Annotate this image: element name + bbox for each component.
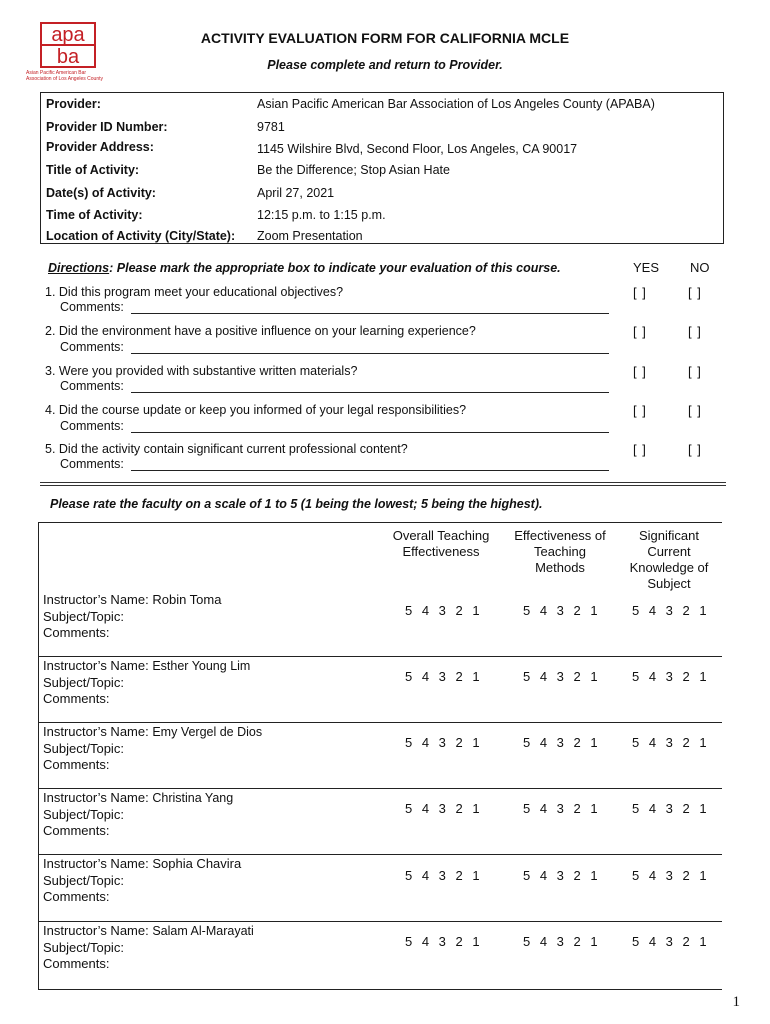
rating-overall[interactable]: 5 4 3 2 1 bbox=[405, 868, 480, 883]
comments-label: Comments: bbox=[43, 889, 110, 904]
question-4-comments-label: Comments: bbox=[60, 419, 124, 433]
activity-location-label: Location of Activity (City/State): bbox=[46, 229, 236, 243]
question-1: 1. Did this program meet your educational objectives? bbox=[45, 285, 344, 299]
activity-time-label: Time of Activity: bbox=[46, 208, 143, 222]
question-4-comments-line[interactable] bbox=[131, 432, 609, 433]
question-5-yes-checkbox[interactable]: [ ] bbox=[633, 442, 647, 457]
yes-header: YES bbox=[633, 260, 660, 275]
comments-label: Comments: bbox=[43, 691, 110, 706]
question-2-yes-checkbox[interactable]: [ ] bbox=[633, 324, 647, 339]
instructor-name-label: Instructor’s Name: bbox=[43, 724, 153, 739]
instructor-name: Christina Yang bbox=[152, 791, 234, 805]
form-subtitle: Please complete and return to Provider. bbox=[267, 58, 503, 72]
provider-id-label: Provider ID Number: bbox=[46, 120, 168, 134]
question-2-comments-label: Comments: bbox=[60, 340, 124, 354]
activity-title-value: Be the Difference; Stop Asian Hate bbox=[257, 163, 450, 177]
instructor-entry bbox=[43, 923, 254, 973]
question-3-comments-line[interactable] bbox=[131, 392, 609, 393]
rating-methods[interactable]: 5 4 3 2 1 bbox=[523, 801, 598, 816]
logo-text-top: apa bbox=[51, 24, 85, 46]
instructor-entry bbox=[43, 592, 221, 642]
column-header-line: Knowledge of bbox=[629, 560, 709, 575]
subject-topic-label: Subject/Topic: bbox=[43, 806, 124, 822]
row-divider bbox=[38, 722, 722, 723]
provider-address-label: Provider Address: bbox=[46, 140, 154, 154]
comments-label: Comments: bbox=[43, 823, 110, 838]
question-5: 5. Did the activity contain significant current professional content? bbox=[45, 442, 408, 456]
subject-topic-label: Subject/Topic: bbox=[43, 939, 124, 955]
rating-overall[interactable]: 5 4 3 2 1 bbox=[405, 735, 480, 750]
no-header: NO bbox=[690, 260, 710, 275]
subject-topic-label: Subject/Topic: bbox=[43, 674, 124, 690]
instructor-name-label: Instructor’s Name: bbox=[43, 923, 153, 938]
instructor-name-label: Instructor’s Name: bbox=[43, 790, 153, 805]
comments-label: Comments: bbox=[43, 625, 110, 640]
rating-knowledge[interactable]: 5 4 3 2 1 bbox=[632, 934, 707, 949]
rating-methods[interactable]: 5 4 3 2 1 bbox=[523, 868, 598, 883]
faculty-rating-heading: Please rate the faculty on a scale of 1 to 5 (1 being the lowest; 5 being the highest). bbox=[50, 497, 543, 511]
logo-text-bottom: ba bbox=[56, 46, 80, 68]
row-divider bbox=[38, 788, 722, 789]
provider-address-value: 1145 Wilshire Blvd, Second Floor, Los Angeles, CA 90017 bbox=[257, 142, 578, 156]
activity-location-value: Zoom Presentation bbox=[257, 229, 363, 243]
activity-date-label: Date(s) of Activity: bbox=[46, 186, 156, 200]
subject-topic-label: Subject/Topic: bbox=[43, 872, 124, 888]
question-1-comments-line[interactable] bbox=[131, 313, 609, 314]
instructor-name-label: Instructor’s Name: bbox=[43, 592, 153, 607]
activity-date-value: April 27, 2021 bbox=[257, 186, 335, 200]
activity-title-label: Title of Activity: bbox=[46, 163, 140, 177]
rating-knowledge[interactable]: 5 4 3 2 1 bbox=[632, 603, 707, 618]
question-3-yes-checkbox[interactable]: [ ] bbox=[633, 364, 647, 379]
question-5-comments-line[interactable] bbox=[131, 470, 609, 471]
comments-label: Comments: bbox=[43, 757, 110, 772]
logo-tagline: Asian Pacific American Bar Association of Los Angeles County bbox=[26, 70, 103, 82]
column-header-line: Current bbox=[647, 544, 691, 559]
instructor-entry bbox=[43, 856, 241, 906]
row-divider bbox=[38, 854, 722, 855]
question-3-no-checkbox[interactable]: [ ] bbox=[688, 364, 702, 379]
question-4: 4. Did the course update or keep you informed of your legal responsibilities? bbox=[45, 403, 467, 417]
instructor-entry bbox=[43, 790, 233, 840]
rating-overall[interactable]: 5 4 3 2 1 bbox=[405, 801, 480, 816]
provider-label: Provider: bbox=[46, 97, 101, 111]
instructor-entry bbox=[43, 724, 262, 774]
instructor-name: Sophia Chavira bbox=[152, 856, 242, 871]
provider-value: Asian Pacific American Bar Association of Los Angeles County (APABA) bbox=[257, 97, 655, 111]
page-number: 1 bbox=[732, 994, 740, 1010]
column-header-line: Effectiveness of bbox=[514, 528, 606, 543]
rating-knowledge[interactable]: 5 4 3 2 1 bbox=[632, 801, 707, 816]
column-header-line: Subject bbox=[647, 576, 691, 591]
column-header-line: Methods bbox=[535, 560, 585, 575]
instructor-name-label: Instructor’s Name: bbox=[43, 658, 153, 673]
rating-methods[interactable]: 5 4 3 2 1 bbox=[523, 934, 598, 949]
instructor-name: Robin Toma bbox=[152, 592, 222, 607]
question-4-yes-checkbox[interactable]: [ ] bbox=[633, 403, 647, 418]
question-2-no-checkbox[interactable]: [ ] bbox=[688, 324, 702, 339]
subject-topic-label: Subject/Topic: bbox=[43, 740, 124, 756]
row-divider bbox=[38, 656, 722, 657]
column-header-line: Significant bbox=[639, 528, 699, 543]
question-3-comments-label: Comments: bbox=[60, 379, 124, 393]
directions-text: : Please mark the appropriate box to indicate your evaluation of this course. bbox=[109, 261, 561, 275]
instructor-name: Esther Young Lim bbox=[152, 659, 251, 673]
directions bbox=[48, 261, 561, 275]
question-1-comments-label: Comments: bbox=[60, 300, 124, 314]
instructor-name: Salam Al-Marayati bbox=[152, 924, 254, 938]
rating-methods[interactable]: 5 4 3 2 1 bbox=[523, 669, 598, 684]
instructor-name: Emy Vergel de Dios bbox=[152, 725, 263, 739]
rating-methods[interactable]: 5 4 3 2 1 bbox=[523, 735, 598, 750]
instructor-name-label: Instructor’s Name: bbox=[43, 856, 153, 871]
rating-knowledge[interactable]: 5 4 3 2 1 bbox=[632, 868, 707, 883]
section-divider bbox=[40, 482, 726, 486]
column-header-line: Teaching bbox=[533, 544, 587, 559]
rating-methods[interactable]: 5 4 3 2 1 bbox=[523, 603, 598, 618]
comments-label: Comments: bbox=[43, 956, 110, 971]
question-5-comments-label: Comments: bbox=[60, 457, 124, 471]
question-1-no-checkbox[interactable]: [ ] bbox=[688, 285, 702, 300]
subject-topic-label: Subject/Topic: bbox=[43, 608, 124, 624]
question-2: 2. Did the environment have a positive influence on your learning experience? bbox=[45, 324, 476, 338]
row-divider bbox=[38, 921, 722, 922]
column-header-teaching-methods bbox=[504, 528, 616, 576]
directions-label: Directions bbox=[48, 261, 110, 275]
question-5-no-checkbox[interactable]: [ ] bbox=[688, 442, 702, 457]
rating-overall[interactable]: 5 4 3 2 1 bbox=[405, 603, 480, 618]
form-title: ACTIVITY EVALUATION FORM FOR CALIFORNIA MCLE bbox=[200, 30, 570, 46]
column-header-line: Effectiveness bbox=[402, 544, 480, 559]
column-header-knowledge bbox=[616, 528, 722, 592]
question-4-no-checkbox[interactable]: [ ] bbox=[688, 403, 702, 418]
instructor-entry bbox=[43, 658, 250, 708]
column-header-line: Overall Teaching bbox=[392, 528, 490, 543]
column-header-overall-teaching bbox=[378, 528, 504, 560]
provider-id-value: 9781 bbox=[257, 120, 285, 134]
question-3: 3. Were you provided with substantive written materials? bbox=[45, 364, 358, 378]
activity-time-value: 12:15 p.m. to 1:15 p.m. bbox=[257, 208, 386, 222]
rating-overall[interactable]: 5 4 3 2 1 bbox=[405, 934, 480, 949]
question-2-comments-line[interactable] bbox=[131, 353, 609, 354]
question-1-yes-checkbox[interactable]: [ ] bbox=[633, 285, 647, 300]
rating-knowledge[interactable]: 5 4 3 2 1 bbox=[632, 669, 707, 684]
rating-knowledge[interactable]: 5 4 3 2 1 bbox=[632, 735, 707, 750]
rating-overall[interactable]: 5 4 3 2 1 bbox=[405, 669, 480, 684]
